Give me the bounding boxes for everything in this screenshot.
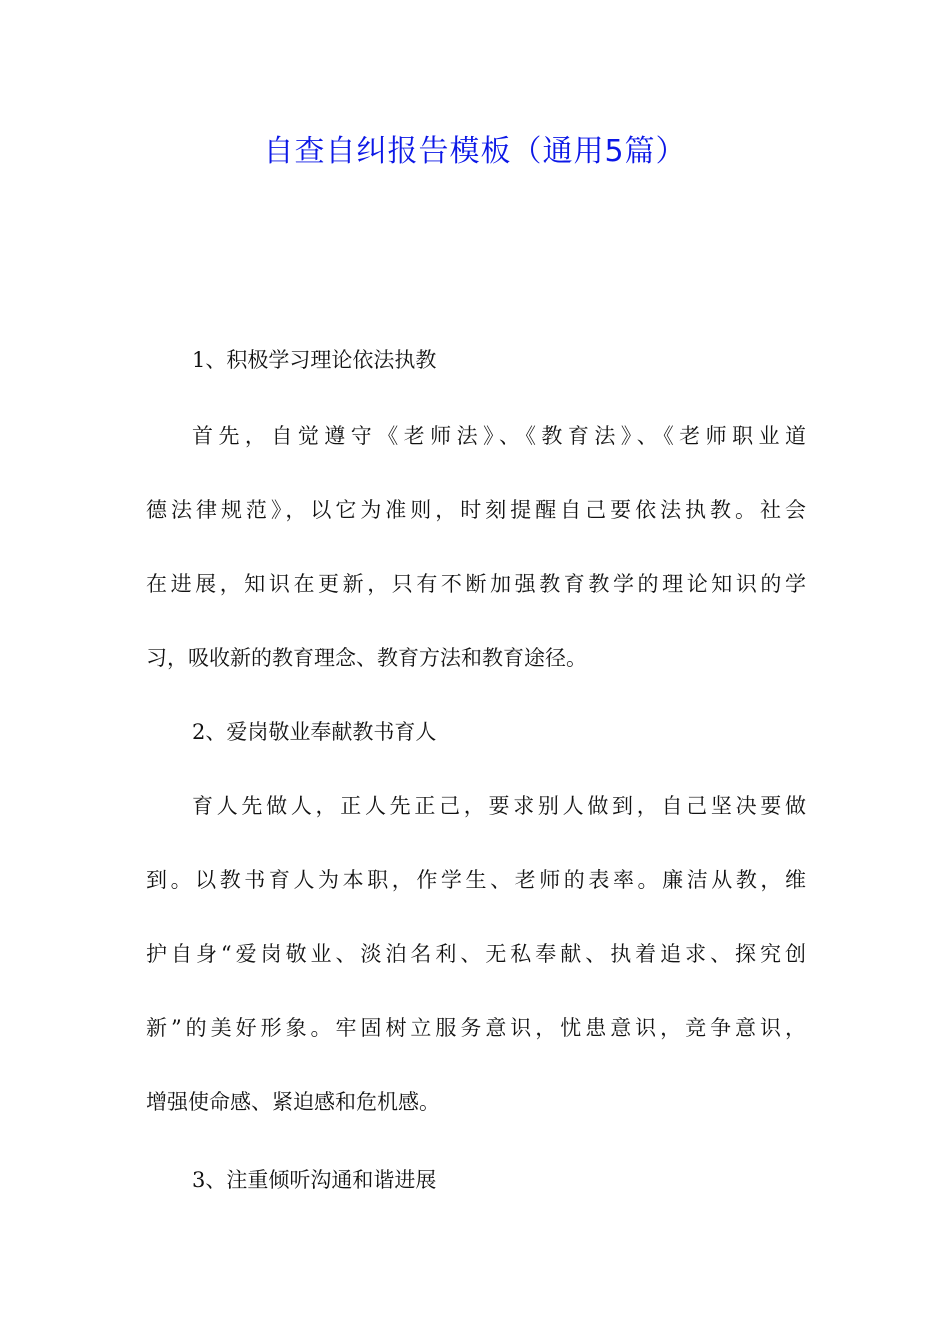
paragraph-line: 首先，自觉遵守《老师法》、《教育法》、《老师职业道 — [192, 424, 806, 448]
paragraph-line: 到。以教书育人为本职，作学生、老师的表率。廉洁从教，维 — [146, 868, 806, 892]
section-heading-3: 3、注重倾听沟通和谐进展 — [192, 1168, 437, 1192]
paragraph-line: 增强使命感、紧迫感和危机感。 — [146, 1090, 440, 1114]
section-heading-2: 2、爱岗敬业奉献教书育人 — [192, 720, 437, 744]
paragraph-line: 护自身“爱岗敬业、淡泊名利、无私奉献、执着追求、探究创 — [146, 942, 806, 966]
section-heading-1: 1、积极学习理论依法执教 — [192, 348, 437, 372]
paragraph-line: 德法律规范》，以它为准则，时刻提醒自己要依法执教。社会 — [146, 498, 806, 522]
document-title: 自查自纠报告模板（通用5篇） — [263, 134, 687, 169]
paragraph-line: 在进展，知识在更新，只有不断加强教育教学的理论知识的学 — [146, 572, 806, 596]
paragraph-line: 育人先做人，正人先正己，要求别人做到，自己坚决要做 — [192, 794, 806, 818]
paragraph-line: 习，吸收新的教育理念、教育方法和教育途径。 — [146, 646, 587, 670]
paragraph-line: 新”的美好形象。牢固树立服务意识，忧患意识，竞争意识， — [146, 1016, 806, 1040]
